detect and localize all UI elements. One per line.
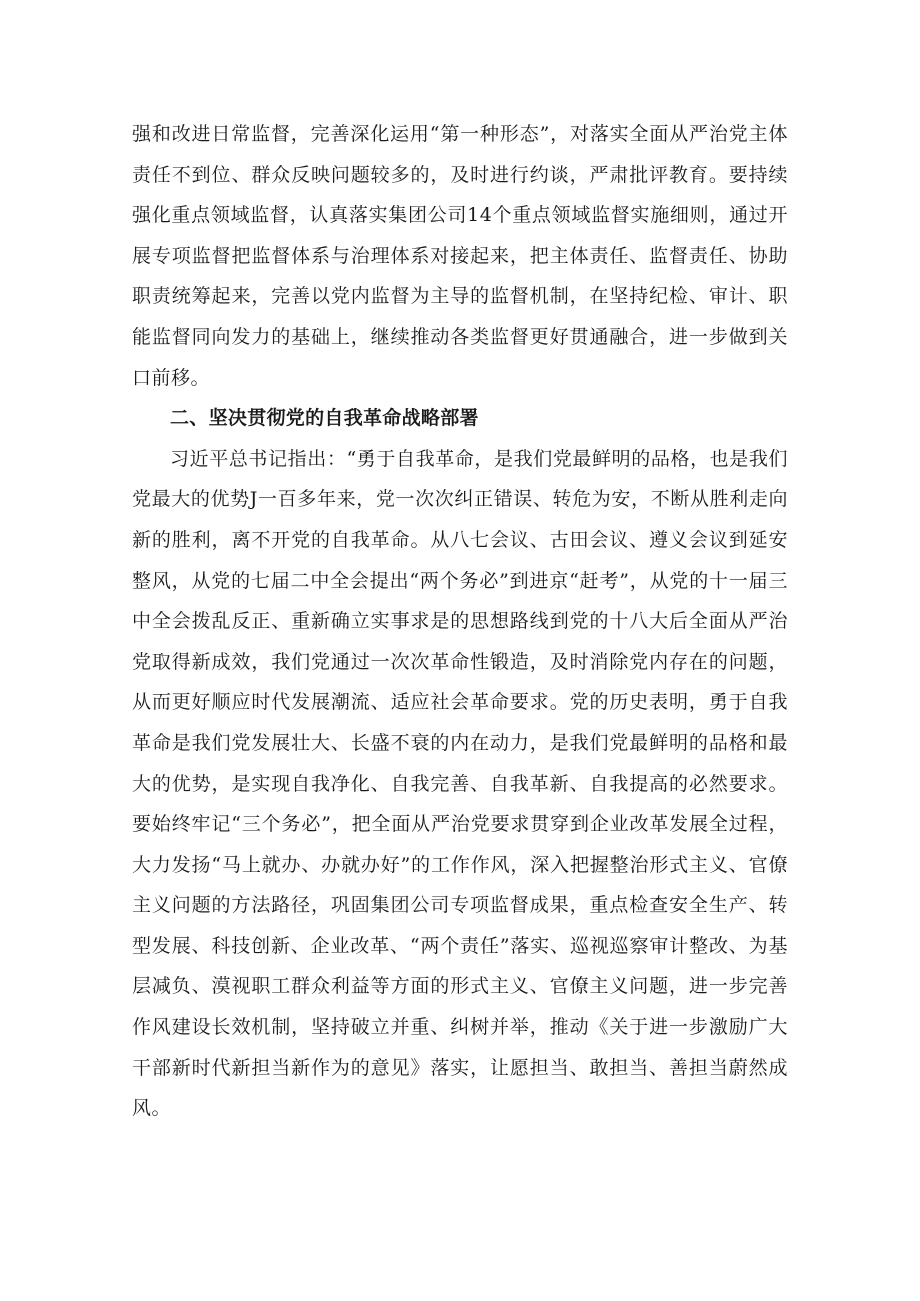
section-heading: 二、坚决贯彻党的自我革命战略部署 <box>170 407 479 430</box>
paragraph-supervision: 强和改进日常监督，完善深化运用“第一种形态”，对落实全面从严治党主体责任不到位、群众反映问题较多的，及时进行约谈，严肃批评教育。要持续强化重点领域监督，认真落实集团公司14个重点领域监督实施细则，通过开展专项监督把监督体系与治理体系对接起来，把主体责任、监督责任、协助职责统筹起来，完善以党内监督为主导的监督机制，在坚持纪检、审计、职能监督同向发力的基础上，继续推动各类监督更好贯通融合，进一步做到关口前移。 <box>132 123 788 389</box>
paragraph-self-revolution: 习近平总书记指出：“勇于自我革命，是我们党最鲜明的品格，也是我们党最大的优势J一百多年来，党一次次纠正错误、转危为安，不断从胜利走向新的胜利，离不开党的自我革命。从八七会议、古田会议、遵义会议到延安整风，从党的七届二中全会提出“两个务必”到进京“赶考”，从党的十一届三中全会拨乱反正、重新确立实事求是的思想路线到党的十八大后全面从严治党取得新成效，我们党通过一次次革命性锻造，及时消除党内存在的问题，从而更好顺应时代发展潮流、适应社会革命要求。党的历史表明，勇于自我革命是我们党发展壮大、长盛不衰的内在动力，是我们党最鲜明的品格和最大的优势，是实现自我净化、自我完善、自我革新、自我提高的必然要求。要始终牢记“三个务必”，把全面从严治党要求贯穿到企业改革发展全过程，大力发扬“马上就办、办就办好”的工作作风，深入把握整治形式主义、官僚主义问题的方法路径，巩固集团公司专项监督成果，重点检查安全生产、转型发展、科技创新、企业改革、“两个责任”落实、巡视巡察审计整改、为基层减负、漠视职工群众利益等方面的形式主义、官僚主义问题，进一步完善作风建设长效机制，坚持破立并重、纠树并举，推动《关于进一步激励广大干部新时代新担当新作为的意见》落实，让愿担当、敢担当、善担当蔚然成风。 <box>132 447 788 1120</box>
document-body <box>132 114 788 1129</box>
